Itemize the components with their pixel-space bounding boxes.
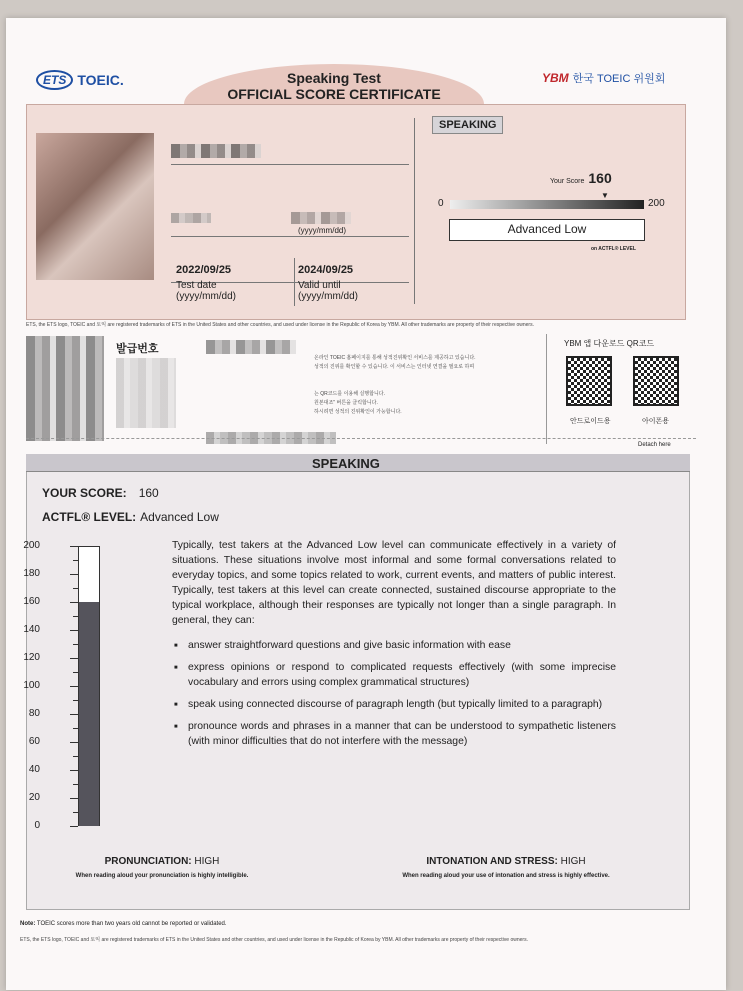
gauge-minor-tick	[73, 644, 78, 645]
gauge-minor-tick	[73, 616, 78, 617]
dob-redacted	[291, 212, 351, 224]
issue-line: 온라인 TOEIC 홈페이지를 통해 성적진위확인 서비스를 제공하고 있습니다.	[314, 355, 476, 361]
actfl-label: ACTFL® LEVEL:	[42, 510, 137, 524]
title-line1: Speaking Test	[287, 70, 381, 86]
issue-number-label: 발급번호	[116, 343, 159, 355]
android-label: 안드로이드용	[570, 418, 611, 425]
gauge-tick-mark	[70, 574, 78, 575]
gauge-tick-mark	[70, 658, 78, 659]
ability-bullet: ■ pronounce words and phrases in a manner that can be understood to sympathetic listeners (with minor difficulties that do not interfere with the message)	[172, 719, 616, 749]
intonation-label: INTONATION AND STRESS:	[426, 856, 558, 867]
toeic-logo: TOEIC.	[77, 72, 124, 88]
detail-score-value: 160	[138, 486, 159, 500]
gauge-tick-mark	[70, 630, 78, 631]
android-qr-code[interactable]	[566, 356, 612, 406]
test-date-value: 2022/09/25	[176, 264, 232, 276]
vertical-divider	[414, 118, 415, 304]
valid-until-format: (yyyy/mm/dd)	[298, 291, 358, 302]
pronunciation	[42, 856, 282, 879]
detail-section-title: SPEAKING	[312, 456, 380, 471]
id-redacted	[171, 213, 211, 223]
gauge-tick-mark	[70, 770, 78, 771]
note-label: Note:	[20, 921, 36, 927]
test-date	[176, 264, 236, 302]
ybm-mark: YBM	[542, 71, 569, 85]
scale-max: 200	[648, 198, 665, 209]
gauge-tick-mark	[70, 742, 78, 743]
pronunciation-value: HIGH	[194, 856, 220, 867]
iphone-qr-code[interactable]	[633, 356, 679, 406]
gauge-tick-mark	[70, 546, 78, 547]
vertical-divider	[294, 258, 295, 306]
gauge-minor-tick	[73, 560, 78, 561]
issue-line: 원본대조" 버튼을 클릭합니다.	[314, 400, 378, 406]
level-box: Advanced Low	[449, 219, 645, 241]
legal-top: ETS, the ETS logo, TOEIC and 토익 are registered trademarks of ETS in the United States and other countries, and used under license in the Republic of Korea by YBM. All other trademarks are property of their respective owners.	[26, 322, 534, 328]
detach-label: Detach here	[638, 442, 671, 448]
pronunciation-label: PRONUNCIATION:	[104, 856, 192, 867]
gauge-minor-tick	[73, 784, 78, 785]
valid-until	[298, 264, 358, 302]
ets-toeic-logo	[36, 70, 124, 90]
ybm-text: 한국 TOEIC 위원회	[572, 73, 666, 85]
footer-legal: ETS, the ETS logo, TOEIC and 토익 are registered trademarks of ETS in the United States and other countries, and used under license in the Republic of Korea by YBM. All other trademarks are property of their respective owners.	[20, 937, 528, 943]
rule-line	[171, 164, 409, 165]
issue-line: 는 QR코드를 이용해 실행합니다.	[314, 391, 386, 397]
footer-note	[20, 921, 227, 927]
dob-format: (yyyy/mm/dd)	[298, 226, 346, 235]
test-date-format: (yyyy/mm/dd)	[176, 291, 236, 302]
gauge-tick-label: 180	[23, 568, 40, 579]
gauge-minor-tick	[73, 728, 78, 729]
score-certificate	[6, 18, 726, 990]
scale-min: 0	[438, 198, 444, 209]
level-caption: on ACTFL® LEVEL	[591, 246, 636, 252]
qr-title: YBM 앱 다운로드 QR코드	[564, 339, 655, 348]
gauge-tick-mark	[70, 602, 78, 603]
gauge-minor-tick	[73, 700, 78, 701]
ability-bullet: ■ answer straightforward questions and give basic information with ease	[172, 638, 616, 653]
your-score	[550, 170, 612, 186]
issue-line: 성적의 진위를 확인할 수 있습니다. 이 서비스는 인터넷 연결을 필요로 하며	[314, 364, 475, 370]
gauge-minor-tick	[73, 672, 78, 673]
ability-bullet: ■ speak using connected discourse of paragraph length (but typically limited to a paragraph)	[172, 697, 616, 712]
detail-score-label: YOUR SCORE:	[42, 486, 127, 500]
ets-logo: ETS	[36, 70, 73, 90]
issue-number-redacted	[206, 340, 296, 354]
gauge-tick-label: 20	[28, 792, 40, 803]
note-text: TOEIC scores more than two years old cannot be reported or validated.	[36, 921, 227, 927]
gauge-minor-tick	[73, 588, 78, 589]
score-pointer-icon: ▼	[601, 191, 609, 200]
gauge-minor-tick	[73, 812, 78, 813]
gauge-tick-label: 80	[28, 708, 40, 719]
gauge-tick-mark	[70, 826, 78, 827]
actfl-value: Advanced Low	[140, 510, 219, 524]
score-scale-bar	[450, 200, 644, 209]
iphone-label: 아이폰용	[642, 418, 670, 425]
gauge-tick-label: 160	[23, 596, 40, 607]
rule-line	[171, 236, 409, 237]
your-score-label: Your Score	[550, 178, 585, 185]
gauge-tick-label: 120	[23, 652, 40, 663]
description-text: Typically, test takers at the Advanced Low level can communicate effectively in a variety of situations. These situations involve most informal and some formal conversations related to everyday topics, and some topics related to work, current events, and matters of public interest. Typically, test takers at this level can create connected, sustained discourse appropriate to the typical workplace, although their responses are typically not longer than a single paragraph. In general, they can:	[172, 540, 616, 626]
gauge-tick-label: 200	[23, 540, 40, 551]
score-section-badge: SPEAKING	[432, 116, 503, 134]
intonation-desc: When reading aloud your use of intonation and stress is highly effective.	[402, 873, 610, 879]
detail-actfl	[42, 510, 219, 524]
gauge-minor-tick	[73, 756, 78, 757]
gauge-tick-label: 40	[28, 764, 40, 775]
valid-until-label: Valid until	[298, 280, 341, 291]
issue-text	[314, 354, 476, 417]
gauge-tick-mark	[70, 686, 78, 687]
detail-score	[42, 486, 159, 500]
gauge-tick-mark	[70, 798, 78, 799]
candidate-photo	[36, 133, 154, 280]
your-score-value: 160	[588, 170, 612, 186]
gauge-tick-mark	[70, 714, 78, 715]
intonation	[376, 856, 636, 879]
test-date-label: Test date	[176, 280, 217, 291]
gauge-tick-label: 100	[23, 680, 40, 691]
issue-lines-redacted	[116, 358, 176, 428]
detach-line	[26, 438, 696, 439]
issue-qr-redacted	[26, 336, 104, 441]
ybm-logo	[542, 70, 665, 86]
name-redacted	[171, 144, 261, 158]
intonation-value: HIGH	[560, 856, 586, 867]
gauge-tick-label: 0	[34, 820, 40, 831]
gauge-tick-label: 60	[28, 736, 40, 747]
issue-line: 하시려면 성적의 진위확인이 가능합니다.	[314, 409, 402, 415]
gauge-fill	[79, 602, 99, 826]
gauge-tick-label: 140	[23, 624, 40, 635]
pronunciation-desc: When reading aloud your pronunciation is highly intelligible.	[75, 873, 249, 879]
title-line2: OFFICIAL SCORE CERTIFICATE	[227, 86, 441, 102]
ability-bullet: ■ express opinions or respond to complicated requests effectively (with some imprecise vocabulary and errors using complex grammatical structures)	[172, 660, 616, 690]
level-description	[172, 538, 616, 749]
valid-until-value: 2024/09/25	[298, 264, 354, 276]
score-gauge	[12, 540, 112, 840]
